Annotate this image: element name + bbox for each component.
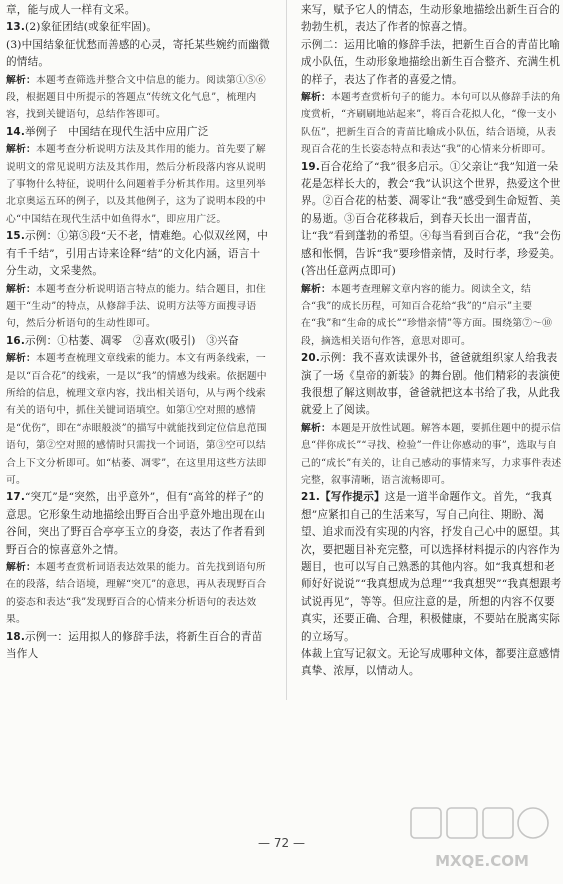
item-number: 18. xyxy=(6,630,26,643)
column-divider xyxy=(286,0,287,700)
paragraph-text: 本题考查理解文章内容的能力。阅读全文，结合“我”的成长历程，可知百合花给“我”的“启示”主要在“我”和“生命的成长”“珍惜亲情”等方面。围绕第⑦～⑩段，摘选相关语句作答，意思对即可。 xyxy=(301,283,553,347)
item-number: 19. xyxy=(301,160,321,173)
answer-item xyxy=(6,19,270,36)
analysis-label: 解析： xyxy=(6,562,36,573)
paragraph-text: 章，能与成人一样有文采。 xyxy=(6,4,136,16)
paragraph-text: 本题考查分析说明语言特点的能力。结合题目，扣住题干“生动”的特点，从修辞手法、说明方法等方面搜寻语句，然后分析语句的生动性即可。 xyxy=(6,283,266,330)
answer-item xyxy=(6,629,270,664)
item-number: 13. xyxy=(6,21,26,34)
paragraph-text: 本题考查赏析句子的能力。本句可以从修辞手法的角度赏析，“齐刷刷地站起来”，将百合花拟人化，“像一支小队伍”，把新生百合的青苗比喻成小队伍，结合语境，从表现百合花的生长姿态特点和表达“我”的心情来分析即可。 xyxy=(301,92,561,156)
analysis-block xyxy=(301,420,563,490)
analysis-label: 解析： xyxy=(6,144,36,156)
paragraph-text: 本题是开放性试题。解答本题，要抓住题中的提示信息“伴你成长”“寻找、检验”一件让你感动的事”，选取与自己的“成长”有关的，让自己感动的事情来写，力求事件表述完整，叙事清晰，语言流畅即可。 xyxy=(301,422,562,486)
answer-item xyxy=(301,350,563,420)
paragraph-text: 示例一：运用拟人的修辞手法，将新生百合的青苗当作人 xyxy=(6,630,263,661)
paragraph-text: 百合花给了“我”很多启示。①父亲让“我”知道一朵花是怎样长大的，教会“我”认识这个世界，热爱这个世界。②百合花的枯萎、凋零让“我”感受到生命短暂、美的易逝。③百合花移栽后，到春天长出一溜青苗，让“我”看到蓬勃的希望。④每当看到百合花，“我”会伤感和怅惘，告诉“我”要珍惜亲情，及时行孝，珍爱美。(答出任意两点即可) xyxy=(301,160,561,278)
left-column xyxy=(6,2,270,663)
analysis-block xyxy=(6,559,270,629)
paragraph-text: 本题考查赏析词语表达效果的能力。首先找到语句所在的段落，结合语境，理解“突兀”的意思，再从表现野百合的姿态和表达“我”发现野百合的心情来分析语句的表达效果。 xyxy=(6,562,267,626)
item-number: 20. xyxy=(301,352,321,365)
paragraph-text: 这是一道半命题作文。首先，“我真想”应紧扣自己的生活来写，写自己向往、期盼、渴望、追求而没有实现的内容，抒发自己心中的愿望。其次，要把题目补充完整，可以选择材料提示的内容作为题目，也可以写自己熟悉的其他内容。如“我真想和老师好好说说”“我真想成为总理”“我真想哭”“我真想跟考试说再见”，等等。但应注意的是，所想的内容不仅要真实，还要正确、合理，积极健康，不要站在脱离实际的立场写。 xyxy=(301,491,562,643)
analysis-block xyxy=(301,281,563,351)
answer-item xyxy=(6,333,270,350)
right-column xyxy=(301,2,563,681)
answer-text xyxy=(301,2,563,37)
answer-item xyxy=(301,489,563,646)
analysis-block xyxy=(6,141,270,228)
item-number: 16. xyxy=(6,334,26,347)
paragraph-text: 本题考查筛选并整合文中信息的能力。阅读第①⑤⑥段，根据题目中所提示的答题点“传统文化气息”，梳理内容，找到关键语句，总结作答即可。 xyxy=(6,74,266,121)
answer-item xyxy=(6,124,270,141)
paragraph-text: (2)象征团结(或象征牢固)。 xyxy=(25,21,158,34)
paragraph-text: 举例子 中国结在现代生活中应用广泛 xyxy=(25,125,209,138)
answer-item xyxy=(6,489,270,559)
paragraph-text: 示例：我不喜欢读课外书，爸爸就组织家人给我表演了一场《皇帝的新装》的舞台剧。他们精彩的表演使我很想了解这则故事，爸爸就把这本书给了我，从此我就爱上了阅读。 xyxy=(301,352,561,417)
paragraph-text: 示例二：运用比喻的修辞手法，把新生百合的青苗比喻成小队伍，生动形象地描绘出新生百合整齐、充满生机的样子，表达了作者的喜爱之情。 xyxy=(301,38,561,86)
paragraph-text: “突兀”是“突然，出乎意外”，但有“高耸的样子”的意思。它形象生动地描绘出野百合出乎意外地出现在山谷间，突出了野百合亭亭玉立的身姿，表达了作者看到野百合的惊喜意外之情。 xyxy=(6,491,266,556)
analysis-block xyxy=(6,281,270,333)
paragraph-text: 本题考查梳理文章线索的能力。本文有两条线索，一是以“百合花”的线索，一是以“我”的情感为线索。依据题中所给的信息，梳理文章内容，找出相关语句，从与两个线索有关的语句中，抓住关键词语填空。如第①空对照的感情是“优伤”，即在“赤眼般淡”的描写中就能找到定位信息范围语句，第②空对照的感情时只需找一个词语，第③空可以结合上下文分析即可。如“枯萎、凋零”，在这里用这些方法即可。 xyxy=(6,353,267,486)
item-number: 17. xyxy=(6,491,26,504)
item-number: 15. xyxy=(6,230,26,243)
analysis-label: 解析： xyxy=(6,353,36,365)
item-number: 14. xyxy=(6,125,26,138)
paragraph-text: 体裁上宜写记叙文。无论写成哪种文体，都要注意感情真挚、浓厚，以情动人。 xyxy=(301,648,561,678)
item-number: 21. xyxy=(301,491,321,504)
analysis-label: 解析： xyxy=(301,283,331,295)
answer-text xyxy=(6,37,270,72)
paragraph-text: 示例：①第⑤段“天不老，情难绝。心似双丝网，中有千千结”，引用古诗来诠释“结”的文化内涵，语言十分生动，文采斐然。 xyxy=(6,230,269,278)
analysis-label: 解析： xyxy=(301,92,331,104)
page-number: — 72 — xyxy=(258,836,305,850)
answer-text xyxy=(6,2,270,19)
writing-tip-tag: 【写作提示】 xyxy=(320,491,385,504)
answer-item xyxy=(301,159,563,281)
answer-item xyxy=(6,228,270,280)
paragraph-text: (3)中国结象征忧愁而善感的心灵，寄托某些婉约而幽微的情结。 xyxy=(6,38,270,69)
analysis-label: 解析： xyxy=(6,74,36,86)
analysis-block xyxy=(6,350,270,489)
paragraph-text: 示例：①枯萎、凋零 ②喜欢(吸引) ③兴奋 xyxy=(25,334,239,347)
analysis-block xyxy=(6,72,270,124)
watermark-text: MXQE.COM xyxy=(435,852,529,870)
paragraph-text: 本题考查分析说明方法及其作用的能力。首先要了解说明文的常见说明方法及其作用，然后分析段落内容从说明了事物什么特征，说明什么问题着手分析其作用。这里列举北京奥运五环的例子，以及其他例子，这为了说明本段的中心“中国结在现代生活中如鱼得水”，即应用广泛。 xyxy=(6,144,266,225)
analysis-label: 解析： xyxy=(6,283,36,295)
paragraph-text: 来写，赋予它人的情态，生动形象地描绘出新生百合的勃勃生机，表达了作者的惊喜之情。 xyxy=(301,4,561,34)
analysis-block xyxy=(301,89,563,159)
answer-text xyxy=(301,646,563,681)
analysis-label: 解析： xyxy=(301,422,331,434)
answer-text xyxy=(301,37,563,89)
watermark-logo xyxy=(407,804,557,878)
